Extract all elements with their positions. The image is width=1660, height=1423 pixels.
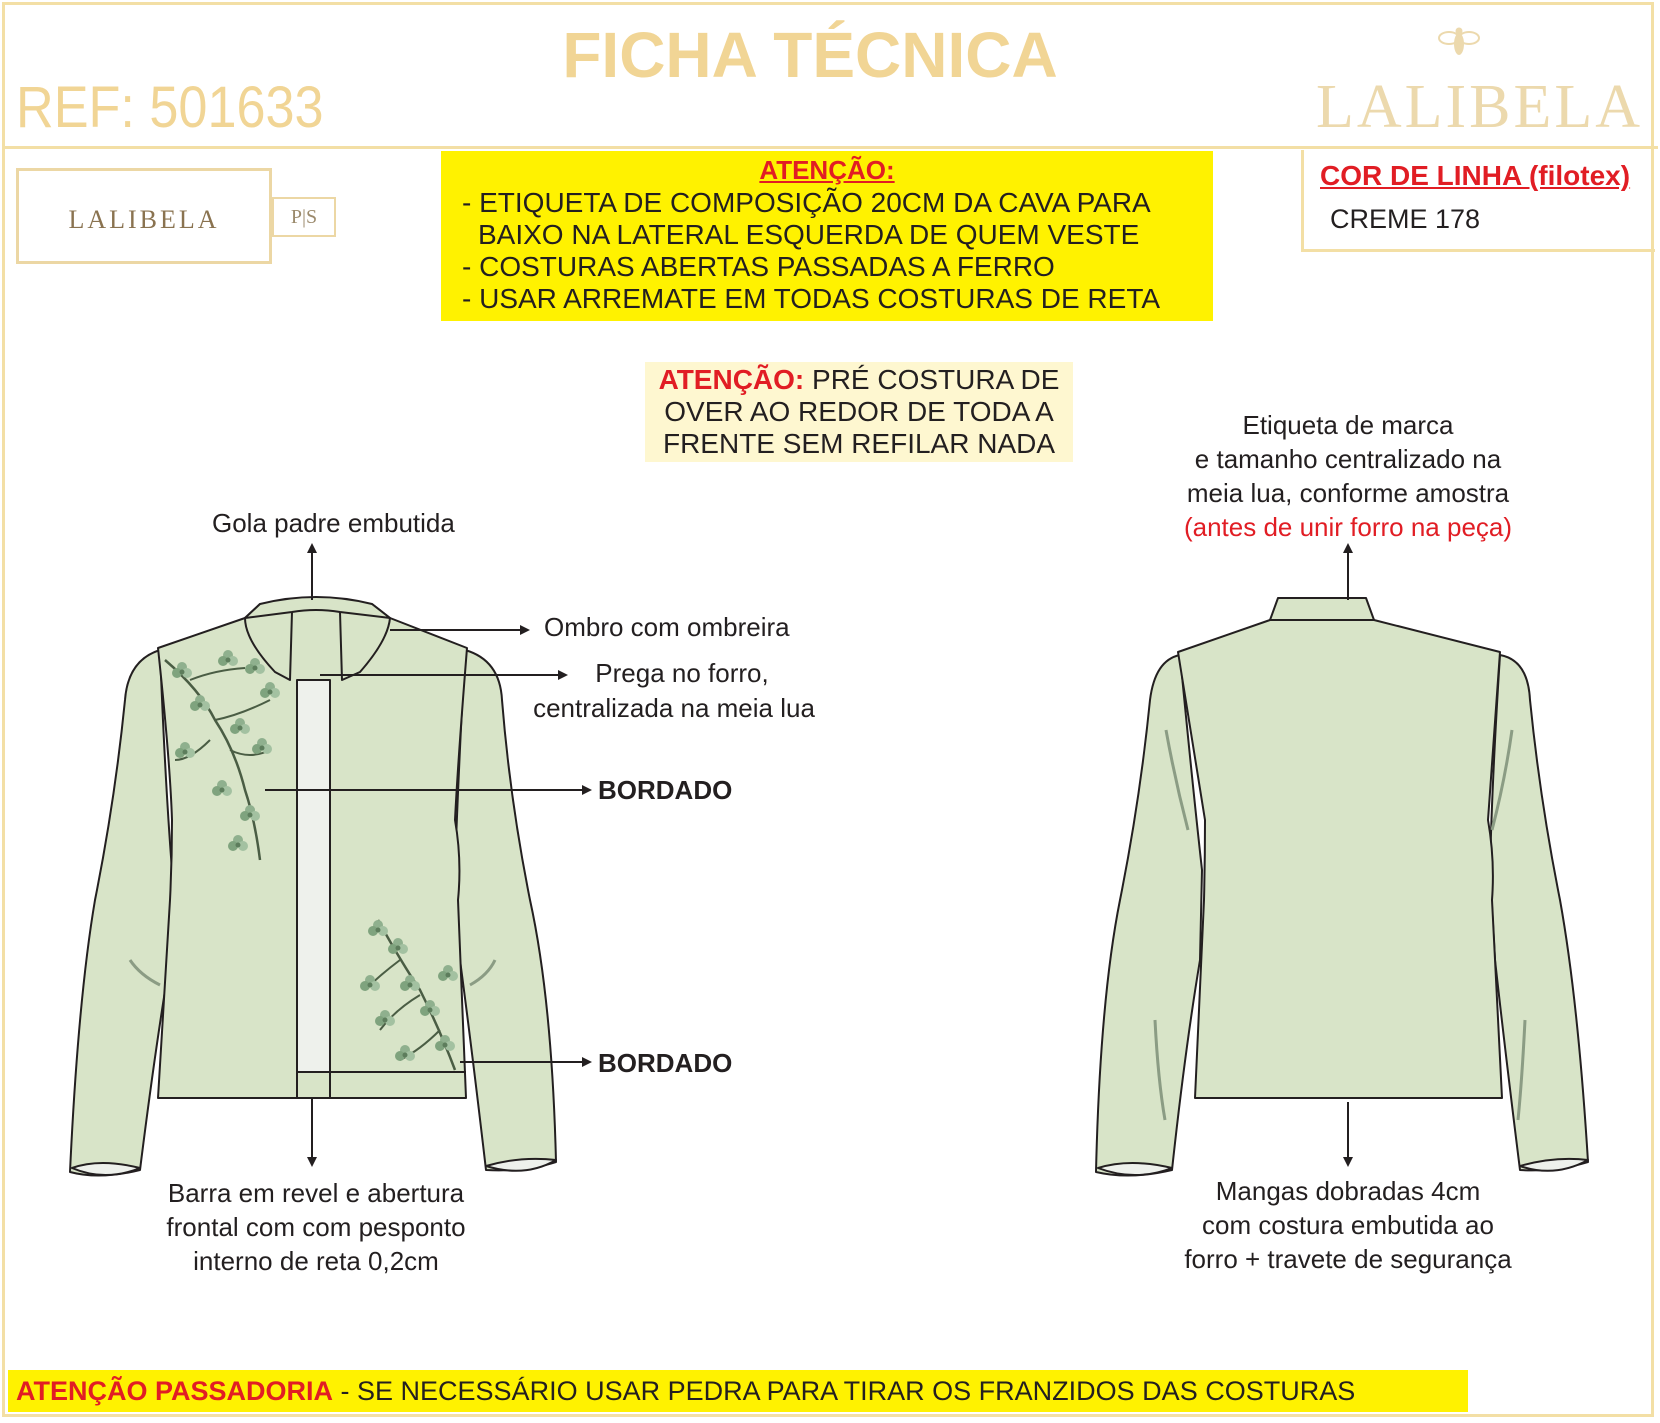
back-tag-label-line: Etiqueta de marca xyxy=(1242,410,1454,440)
ironing-warning-body: - SE NECESSÁRIO USAR PEDRA PARA TIRAR OS FRANZIDOS DAS COSTURAS xyxy=(333,1376,1356,1406)
back-left-sleeve xyxy=(1096,655,1202,1176)
ironing-warning xyxy=(8,1370,1468,1412)
overlock-note-line: FRENTE SEM REFILAR NADA xyxy=(662,428,1056,459)
ironing-warning-label: ATENÇÃO PASSADORIA xyxy=(16,1376,334,1406)
back-collar xyxy=(1270,598,1374,620)
hem-label xyxy=(136,1178,496,1277)
hem-label-line: interno de reta 0,2cm xyxy=(193,1246,439,1276)
pleat-label-line: centralizada na meia lua xyxy=(533,693,815,723)
reference-code: REF: 501633 xyxy=(16,75,324,140)
shoulder-label: Ombro com ombreira xyxy=(544,612,790,642)
embroidery-top-label: BORDADO xyxy=(598,775,733,805)
back-tag-note: (antes de unir forro na peça) xyxy=(1183,512,1513,542)
back-sleeve-label-line: com costura embutida ao xyxy=(1202,1210,1494,1240)
back-sleeve-label-line: forro + travete de segurança xyxy=(1184,1244,1512,1274)
embroidery-bottom-label: BORDADO xyxy=(598,1048,733,1078)
pleat-label xyxy=(516,658,832,724)
back-sleeve-label xyxy=(1148,1176,1548,1275)
back-right-sleeve xyxy=(1490,655,1588,1170)
pleat-label-line: Prega no forro, xyxy=(595,658,769,688)
attention-line: - COSTURAS ABERTAS PASSADAS A FERRO xyxy=(462,251,1055,282)
overlock-note-label: ATENÇÃO: xyxy=(658,364,805,395)
label-logo-text: LALIBELA xyxy=(68,205,220,234)
label-size-tag: P|S xyxy=(272,197,336,237)
back-body xyxy=(1178,620,1502,1098)
collar-label: Gola padre embutida xyxy=(212,508,455,538)
back-sleeve-label-line: Mangas dobradas 4cm xyxy=(1215,1176,1481,1206)
brand-logo: LALIBELA xyxy=(1316,73,1644,141)
hem-label-line: Barra em revel e abertura xyxy=(167,1178,465,1208)
back-tag-label-line: e tamanho centralizado na xyxy=(1194,444,1502,474)
back-tag-label-line: meia lua, conforme amostra xyxy=(1186,478,1510,508)
overlock-note-line: OVER AO REDOR DE TODA A xyxy=(664,396,1054,427)
attention-heading: ATENÇÃO: xyxy=(759,155,895,185)
back-jacket-drawing xyxy=(1096,598,1588,1176)
front-jacket-drawing xyxy=(70,597,556,1176)
thread-color-value: CREME 178 xyxy=(1330,204,1481,234)
thread-color-heading: COR DE LINHA (filotex) xyxy=(1320,160,1631,191)
attention-line: BAIXO NA LATERAL ESQUERDA DE QUEM VESTE xyxy=(478,219,1140,250)
page-title: FICHA TÉCNICA xyxy=(562,19,1058,91)
overlock-note-text: PRÉ COSTURA DE xyxy=(804,364,1060,395)
front-opening-placket xyxy=(297,680,330,1072)
attention-line: - ETIQUETA DE COMPOSIÇÃO 20CM DA CAVA PARA xyxy=(462,187,1151,218)
ironing-warning-text xyxy=(16,1376,1355,1407)
hem-label-line: frontal com com pesponto xyxy=(166,1212,466,1242)
front-left-sleeve xyxy=(70,650,172,1176)
attention-line: - USAR ARREMATE EM TODAS COSTURAS DE RETA xyxy=(462,283,1161,314)
back-tag-label xyxy=(1140,410,1556,543)
front-right-sleeve xyxy=(455,650,556,1170)
